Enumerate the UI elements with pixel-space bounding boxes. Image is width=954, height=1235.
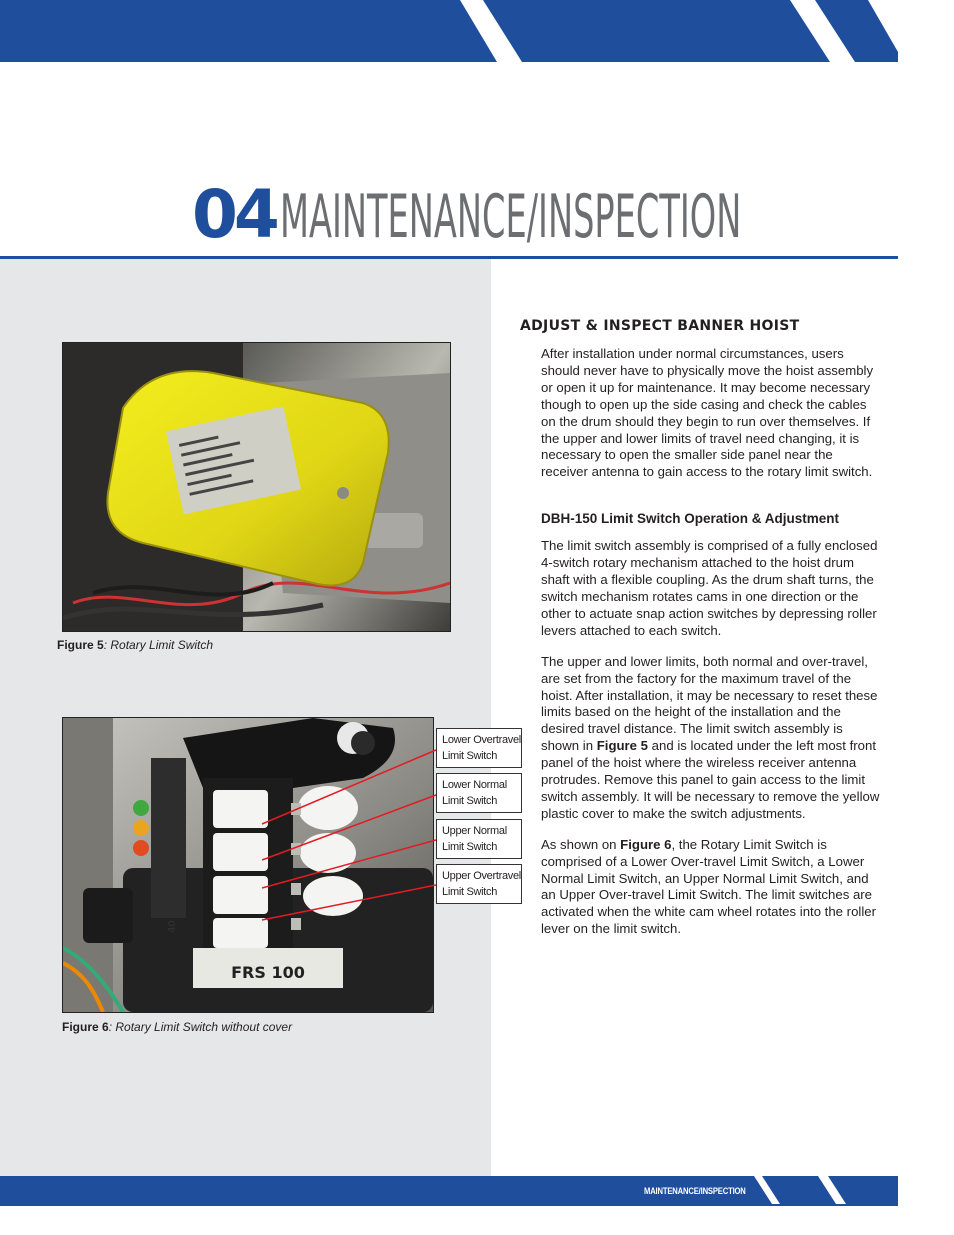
callout-lower-normal: Lower Normal Limit Switch <box>436 773 522 813</box>
intro-paragraph: After installation under normal circumstances, users should never have to physically move the hoist assembly or open it up for maintenance. It may become necessary though to open up the side casing and check the cables on the drum should they begin to run over themselves. If the upper and lower limits of travel need changing, it is necessary to open the smaller side panel near the receiver antenna to gain access to the rotary limit switch. <box>541 346 874 480</box>
figure-6-caption: Figure 6: Rotary Limit Switch without cover <box>62 1020 293 1034</box>
header-band <box>0 0 954 62</box>
section-title: ADJUST & INSPECT BANNER HOIST <box>520 318 800 334</box>
frs-label-text: FRS 100 <box>231 963 305 982</box>
chapter-number: 04 <box>192 176 276 253</box>
footer-band <box>0 1176 954 1208</box>
svg-text:40: 40 <box>167 920 178 933</box>
page-heading <box>192 176 954 256</box>
footer-section-label: MAINTENANCE/INSPECTION <box>644 1186 746 1196</box>
callout-upper-overtravel: Upper Overtravel Limit Switch <box>436 864 522 904</box>
callout-upper-normal: Upper Normal Limit Switch <box>436 819 522 859</box>
paragraph-2: The upper and lower limits, both normal and over-travel, are set from the factory for the maximum travel of the hoist. After installation, it may be necessary to reset these limits based on the height of the installation and the desired travel distance. The limit switch assembly is shown in Figure 5 and is located under the left most front panel of the hoist where the wireless receiver antenna protrudes. Remove this panel to gain access to the limit switch assembly. It will be necessary to remove the yellow plastic cover to make the switch adjustments. <box>541 653 880 821</box>
figure-5-caption: Figure 5: Rotary Limit Switch <box>57 638 214 652</box>
figure-6-photo <box>62 717 434 1013</box>
figure-5-photo <box>62 342 451 632</box>
subsection-title: DBH-150 Limit Switch Operation & Adjustment <box>541 511 840 527</box>
body-column <box>520 318 880 952</box>
paragraph-3: As shown on Figure 6, the Rotary Limit Switch is comprised of a Lower Over-travel Limit Switch, a Lower Normal Limit Switch, an Upper Normal Limit Switch, and an Upper Over-travel Limit Switch. The limit switches are activated when the white cam wheel rotates into the roller lever on the limit switch. <box>541 836 876 937</box>
page-number: 7 <box>858 1180 865 1194</box>
paragraph-1: The limit switch assembly is comprised of a fully enclosed 4-switch rotary mechanism attached to the hoist drum shaft with a flexible coupling. As the drum shaft turns, the switch mechanism rotates cams in one direction or the other to actuate snap action switches by depressing roller levers attached to each switch. <box>541 538 878 638</box>
callout-lower-overtravel: Lower Overtravel Limit Switch <box>436 728 522 768</box>
chapter-title: MAINTENANCE/INSPECTION <box>279 182 742 252</box>
